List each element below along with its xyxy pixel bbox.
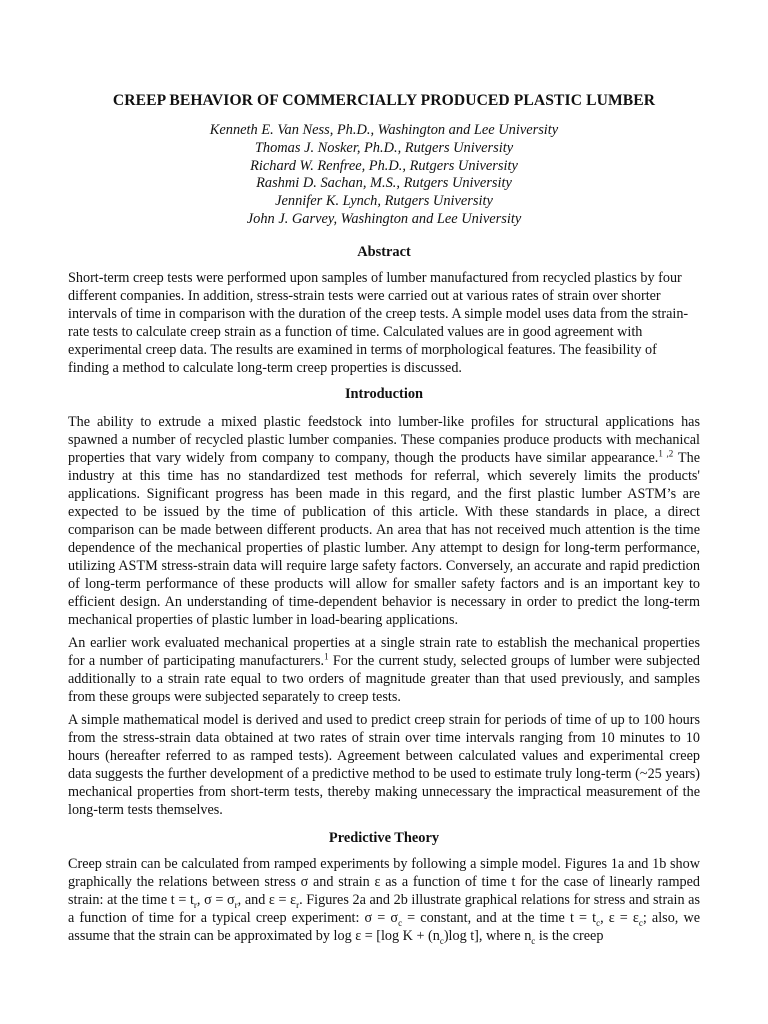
paragraph-text: , and ε = ε [237,891,297,908]
paragraph-text: Creep strain can be calculated from ramped experiments by following a simple model. Figures 1a and 1b show graphically the relations between stress σ and strain ε as a function of time t for the case of linearly ramped strain: at the time t = t [68,855,700,908]
subscript: r [193,899,197,910]
subscript: c [531,935,536,946]
abstract-heading: Abstract [357,243,411,260]
paragraph-text: The ability to extrude a mixed plastic feedstock into lumber-like profiles for structural applications has spawned a number of recycled plastic lumber companies. These companies produce products with mechanical properties that vary widely from company to company, though the products have similar appearance. [68,413,700,466]
subscript: c [439,935,444,946]
abstract-section [68,243,700,377]
introduction-section [68,385,700,819]
subscript: c [596,917,601,928]
paragraph-text: . Figures 2a and 2b illustrate graphical relations for stress and strain as a function of time for a typical creep experiment: σ = σ [68,891,700,926]
author-line: Rashmi D. Sachan, M.S., Rutgers University [256,175,512,192]
abstract-text: Short-term creep tests were performed upon samples of lumber manufactured from recycled plastics by four different companies. In addition, stress-strain tests were carried out at various rates of strain over shorter intervals of time in comparison with the duration of the creep tests. A simple model uses data from the strain-rate tests to calculate creep strain as a function of time. Calculated values are in good agreement with experimental creep data. The results are examined in terms of morphological features. The feasibility of finding a method to calculate long-term creep properties is discussed. [68,269,689,376]
citation-superscript: 1 [324,651,329,662]
author-line: Kenneth E. Van Ness, Ph.D., Washington and Lee University [209,122,559,138]
citation-superscript: 1 ,2 [658,448,674,459]
paragraph-text: An earlier work evaluated mechanical properties at a single strain rate to establish the mechanical properties for a number of participating manufacturers. [68,634,700,669]
subscript: c [638,917,643,928]
paragraph-text: is the creep [535,927,604,944]
paragraph-text: , σ = σ [196,891,235,908]
author-line: Thomas J. Nosker, Ph.D., Rutgers University [254,139,514,156]
paragraph-text: ; also, we assume that the strain can be approximated by log ε = [log K + (n [68,909,700,944]
paper-title: CREEP BEHAVIOR OF COMMERCIALLY PRODUCED PLASTIC LUMBER [112,92,656,109]
subscript: r [296,899,300,910]
paragraph-text: = constant, and at the time t = t [402,909,597,926]
introduction-paragraph: A simple mathematical model is derived and used to predict creep strain for periods of time of up to 100 hours from the stress-strain data obtained at two rates of strain over time intervals ranging from 10 minutes to 10 hours (hereafter referred to as ramped tests). Agreement between calculated values and experimental creep data suggests the further development of a predictive method to be used to estimate truly long-term (~25 years) mechanical properties from short-term tests, thereby making unnecessary the impractical measurement of the long-term tests themselves. [68,711,700,818]
author-list [68,122,700,229]
introduction-heading: Introduction [344,385,424,402]
author-line: John J. Garvey, Washington and Lee University [246,210,522,227]
paragraph-text: , ε = ε [600,909,639,926]
predictive-theory-heading: Predictive Theory [328,829,440,846]
author-line: Richard W. Renfree, Ph.D., Rutgers University [250,157,518,174]
subscript: c [398,917,403,928]
paragraph-text: )log t], where n [443,927,532,944]
introduction-paragraph [68,634,700,706]
paragraph-text: For the current study, selected groups of lumber were subjected additionally to a strain rate equal to two orders of magnitude greater than that used previously, and samples from these groups were subjected separately to creep tests. [68,652,700,705]
predictive-theory-paragraph [68,855,700,945]
predictive-theory-section [68,829,700,945]
author-line: Jennifer K. Lynch, Rutgers University [275,193,493,210]
introduction-paragraph [68,413,700,629]
paragraph-text: The industry at this time has no standardized test methods for referral, which severely limits the products' applications. Significant progress has been made in this regard, and the first plastic lumber ASTM’s are expected to be issued by the time of publication of this article. With these standards in place, a direct comparison can be made between different products. An area that has not received much attention is the time dependence of the mechanical properties of plastic lumber. Any attempt to design for long-term performance, utilizing ASTM stress-strain data will require large safety factors. Conversely, an accurate and rapid prediction of long-term performance of these products will allow for smaller safety factors and is an important key to efficient design. An understanding of time-dependent behavior is necessary in order to predict the long-term mechanical properties of plastic lumber in load-bearing applications. [68,449,700,628]
subscript: r [234,899,238,910]
